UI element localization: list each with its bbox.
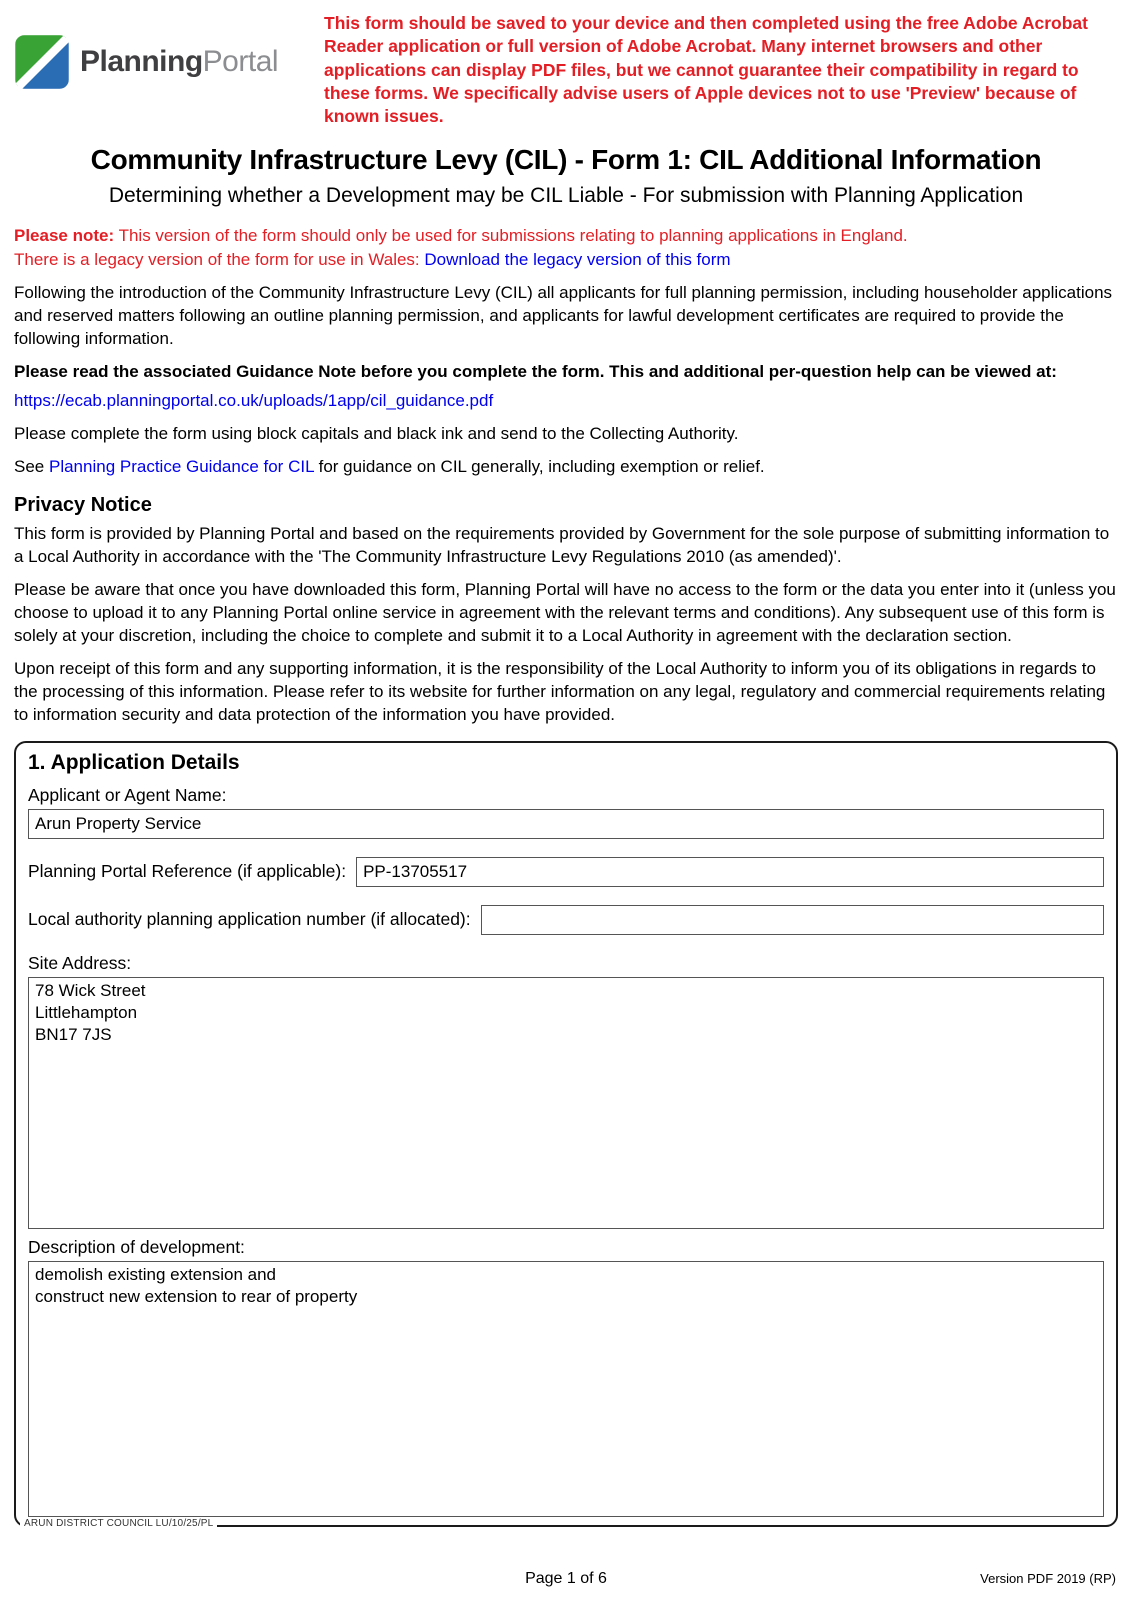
intro-paragraph: Following the introduction of the Community Infrastructure Levy (CIL) all applicants for full planning permission, including householder applications and reserved matters following an outline planning permission, and applicants for lawful development certificates are required to provide the following information. xyxy=(14,282,1113,348)
brand-text xyxy=(80,45,278,79)
privacy-paragraph-3: Upon receipt of this form and any supporting information, it is the responsibility of the Local Authority to inform you of its obligations in regards to the processing of this information. Please refer to its website for further information on any legal, regulatory and commercial requirements relating to information security and data protection of the information you have provided. xyxy=(14,659,1106,725)
england-wales-note xyxy=(14,224,1118,272)
guidance-link-line xyxy=(14,390,1118,413)
guidance-pdf-link[interactable]: https://ecab.planningportal.co.uk/uploads/1app/cil_guidance.pdf xyxy=(14,390,494,410)
site-address-label: Site Address: xyxy=(28,952,132,973)
description-textarea[interactable] xyxy=(28,1261,1104,1517)
page-header xyxy=(14,8,1118,128)
la-number-row xyxy=(28,905,1104,935)
block-capitals-note: Please complete the form using block capitals and black ink and send to the Collecting Authority. xyxy=(14,423,739,443)
see-guidance-line xyxy=(14,456,1118,479)
planning-portal-logo xyxy=(14,8,314,90)
privacy-paragraph-2: Please be aware that once you have downloaded this form, Planning Portal will have no access to the form or the data you enter into it (unless you choose to upload it to any Planning Portal online service in agreement with the relevant terms and conditions). Any subsequent use of this form is solely at your discretion, including the choice to complete and submit it to a Local Authority in agreement with the declaration section. xyxy=(14,580,1116,646)
council-stamp-text: ARUN DISTRICT COUNCIL LU/10/25/PL xyxy=(20,1518,217,1529)
version-text: Version PDF 2019 (RP) xyxy=(980,1571,1116,1586)
description-label: Description of development: xyxy=(28,1236,245,1257)
privacy-notice-heading: Privacy Notice xyxy=(14,494,152,517)
guidance-note-text: Please read the associated Guidance Note before you complete the form. This and additional per-question help can be viewed at: xyxy=(14,361,1057,381)
note-england-text: This version of the form should only be used for submissions relating to planning applications in England. xyxy=(118,226,908,246)
application-details-section xyxy=(14,741,1118,1527)
applicant-name-input[interactable] xyxy=(28,809,1104,839)
note-wales-text: There is a legacy version of the form for use in Wales: xyxy=(14,250,420,270)
portal-reference-input[interactable] xyxy=(356,857,1104,887)
see-suffix: for guidance on CIL generally, including exemption or relief. xyxy=(318,456,765,476)
see-prefix: See xyxy=(14,456,45,476)
brand-text-bold: Planning xyxy=(80,45,203,78)
please-note-label: Please note: xyxy=(14,226,115,246)
portal-reference-row xyxy=(28,857,1104,887)
form-subtitle: Determining whether a Development may be CIL Liable - For submission with Planning Application xyxy=(108,184,1024,208)
portal-reference-label: Planning Portal Reference (if applicable): xyxy=(28,861,347,882)
section-1-heading: 1. Application Details xyxy=(28,750,240,774)
ppg-cil-link[interactable]: Planning Practice Guidance for CIL xyxy=(48,456,314,476)
page-number: Page 1 of 6 xyxy=(525,1570,607,1587)
site-address-textarea[interactable] xyxy=(28,977,1104,1229)
brand-text-light: Portal xyxy=(202,45,279,78)
page-footer xyxy=(0,1568,1132,1590)
la-number-input[interactable] xyxy=(481,905,1104,935)
applicant-name-label: Applicant or Agent Name: xyxy=(28,784,227,805)
planning-portal-logo-icon xyxy=(14,34,70,90)
privacy-paragraph-1: This form is provided by Planning Portal and based on the requirements provided by Government for the sole purpose of submitting information to a Local Authority in accordance with the 'The Community Infrastructure Levy Regulations 2010 (as amended)'. xyxy=(14,524,1110,567)
legacy-version-link[interactable]: Download the legacy version of this form xyxy=(424,250,731,270)
adobe-warning-text: This form should be saved to your device and then completed using the free Adobe Acrobat Reader application or full version of Adobe Acrobat. Many internet browsers and other applications can display PDF files, but we cannot guarantee their compatibility in regard to these forms. We specifically advise users of Apple devices not to use 'Preview' because of known issues. xyxy=(324,13,1088,127)
form-title: Community Infrastructure Levy (CIL) - Form 1: CIL Additional Information xyxy=(90,144,1042,176)
la-number-label: Local authority planning application number (if allocated): xyxy=(28,909,471,930)
